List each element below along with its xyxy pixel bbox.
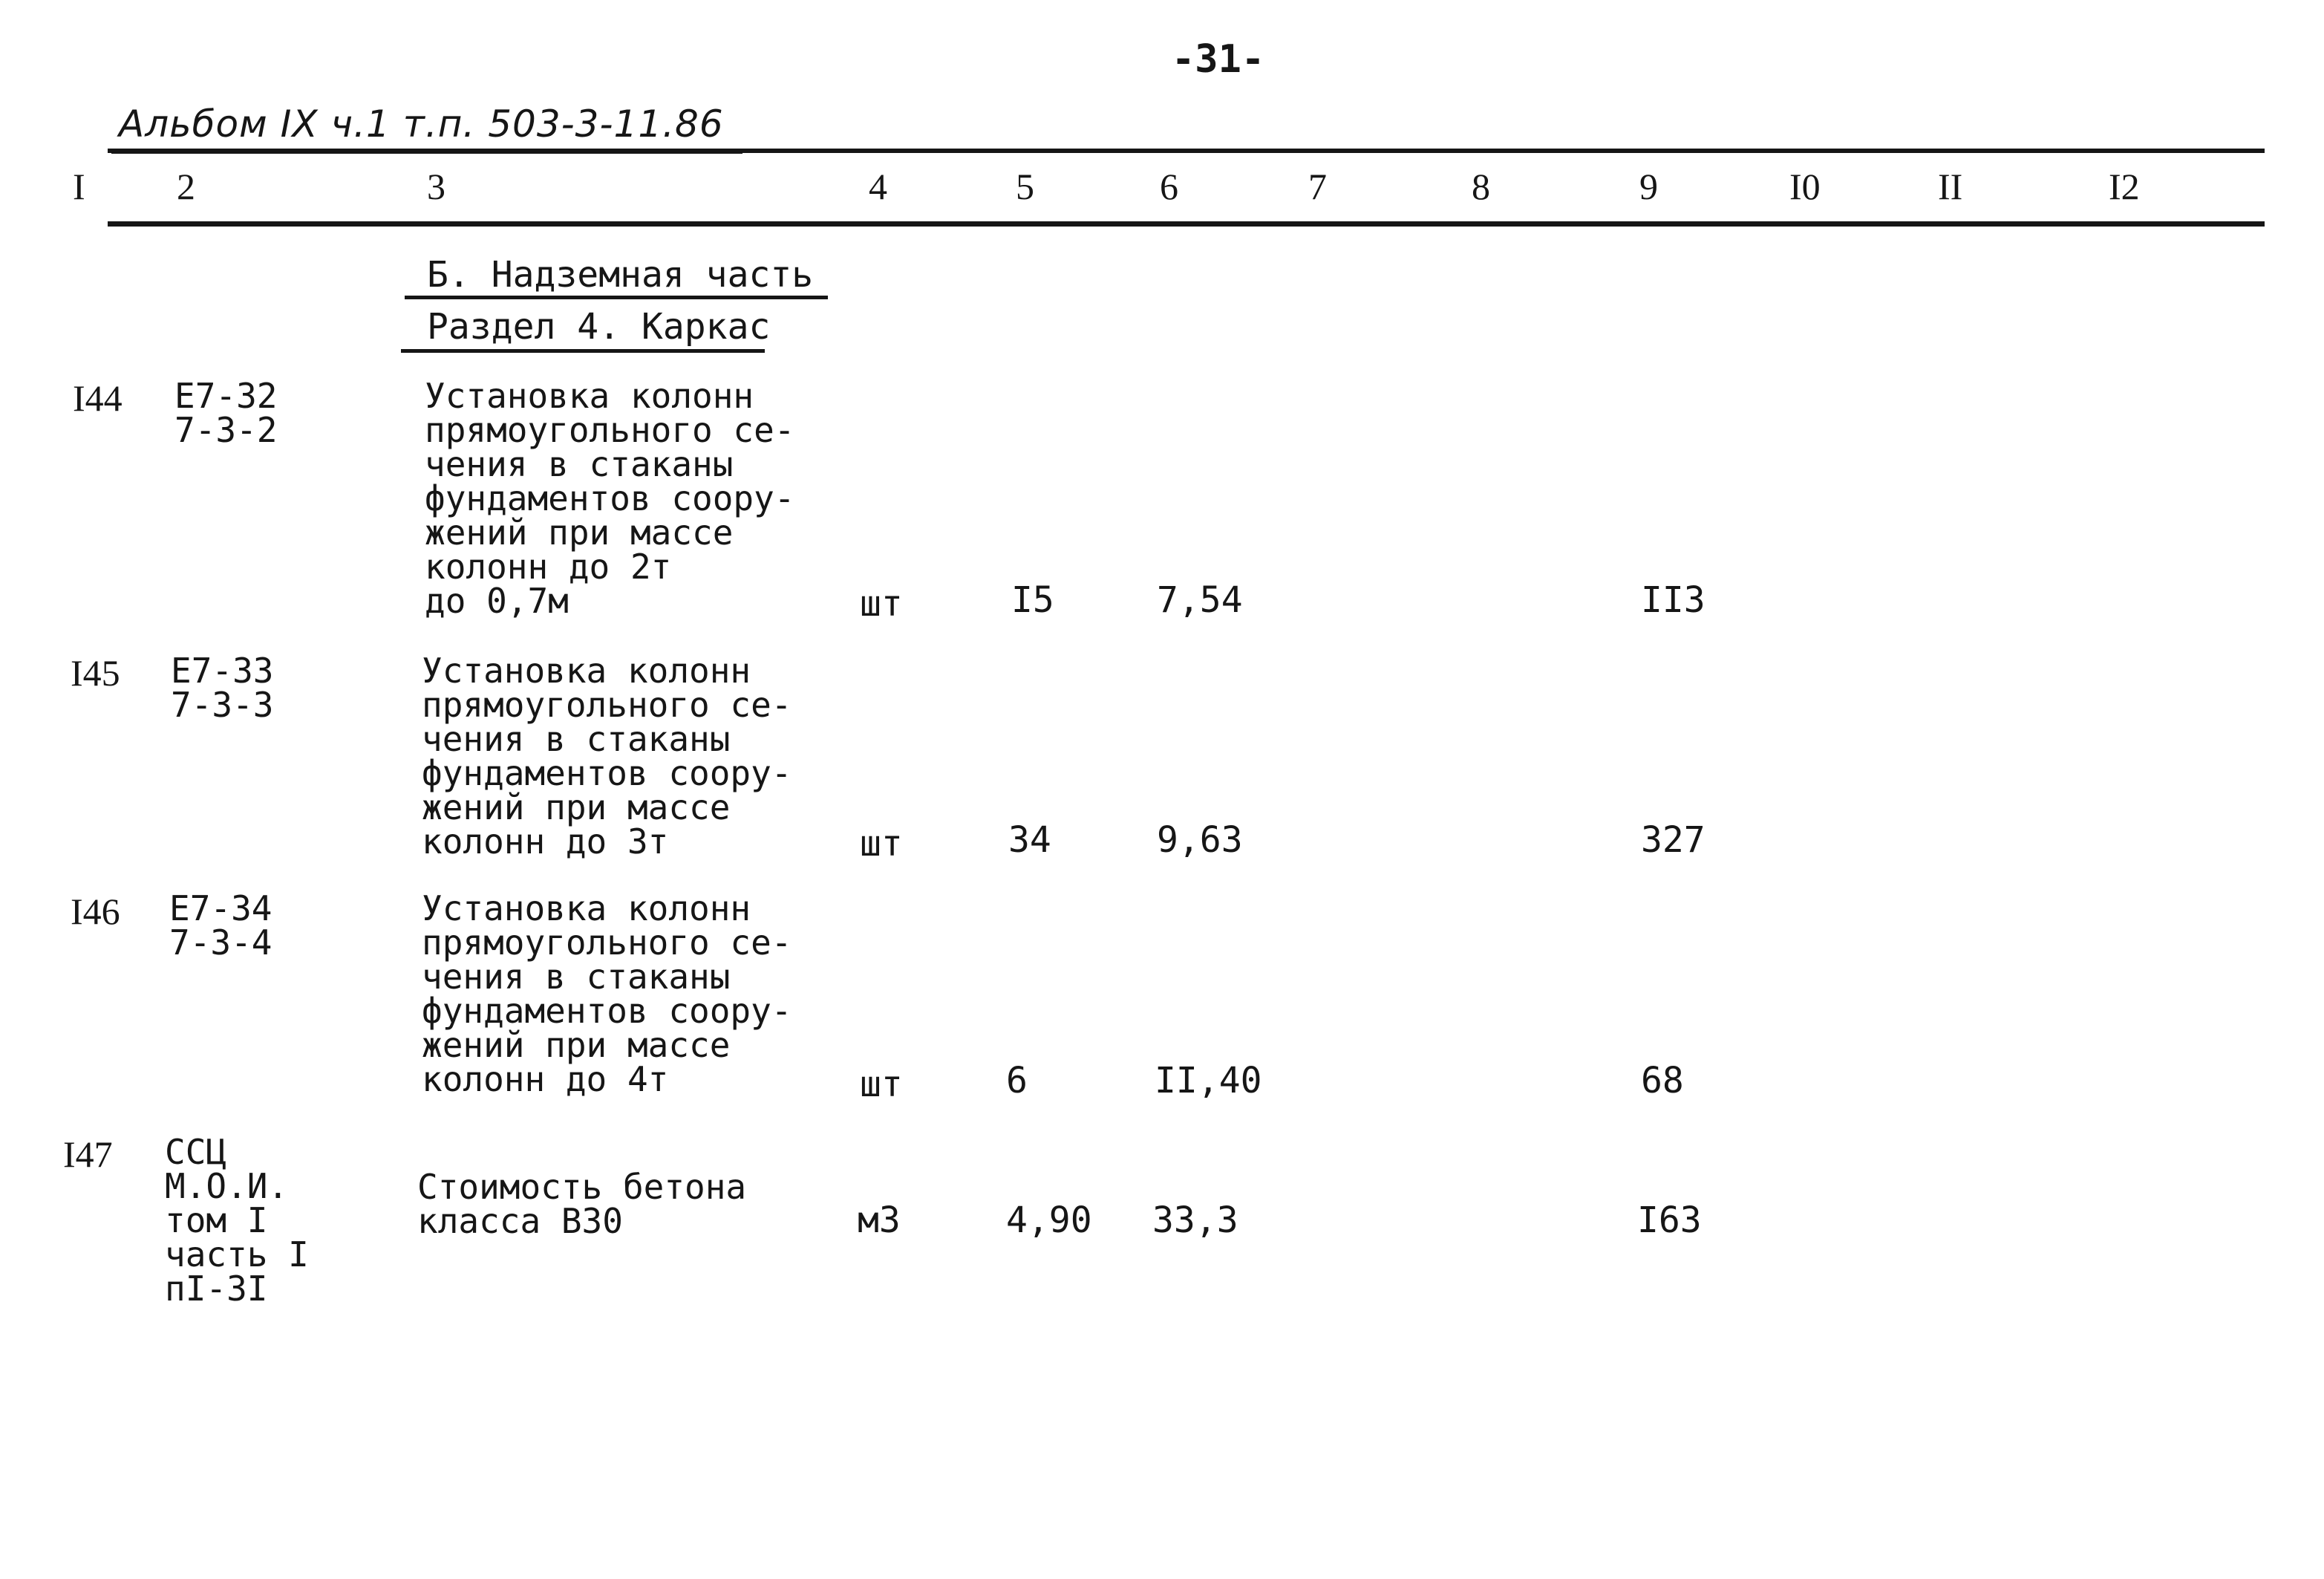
subsection-heading-underline	[401, 349, 765, 353]
table-top-rule	[108, 149, 2265, 153]
column-number: 2	[177, 166, 195, 207]
section-heading: Б. Надземная часть	[427, 254, 814, 296]
work-description: Стоимость бетона класса В30	[417, 1167, 747, 1241]
unit: м3	[858, 1199, 901, 1241]
rate-code: Е7-33 7-3-3	[171, 651, 274, 725]
work-description: Установка колонн прямоугольного се- чения в стаканы фундаментов соору- жений при массе колонн до 4т	[422, 888, 792, 1099]
unit-price: 7,54	[1157, 579, 1243, 621]
work-description: Установка колонн прямоугольного се- чения в стаканы фундаментов соору- жений при массе колонн до 2т до 0,7м	[425, 376, 795, 621]
rate-code: Е7-32 7-3-2	[174, 376, 278, 450]
row-number: I44	[73, 377, 123, 419]
column-number: I0	[1789, 166, 1821, 207]
total-cost: 68	[1641, 1060, 1684, 1101]
unit: шт	[860, 1064, 903, 1105]
section-heading-underline	[405, 296, 828, 299]
quantity: 6	[1006, 1060, 1028, 1101]
column-number: 5	[1016, 166, 1034, 207]
column-number: 4	[869, 166, 887, 207]
total-cost: 327	[1641, 819, 1706, 861]
unit: шт	[860, 583, 903, 625]
work-description: Установка колонн прямоугольного се- чения в стаканы фундаментов соору- жений при массе колонн до 3т	[422, 651, 792, 862]
column-number: 3	[427, 166, 445, 207]
unit-price: 33,3	[1152, 1199, 1238, 1241]
total-cost: I63	[1637, 1199, 1702, 1241]
column-number: 8	[1472, 166, 1490, 207]
rate-code: ССЦ М.О.И. том I часть I пI-3I	[165, 1132, 309, 1309]
rate-code: Е7-34 7-3-4	[169, 888, 272, 963]
row-number: I47	[63, 1133, 113, 1175]
column-number: 7	[1308, 166, 1327, 207]
total-cost: II3	[1641, 579, 1706, 621]
page-number: -31-	[1172, 37, 1265, 82]
quantity: 34	[1008, 819, 1051, 861]
row-number: I46	[71, 891, 120, 932]
column-number: I2	[2109, 166, 2140, 207]
column-number: 6	[1160, 166, 1178, 207]
album-reference: Альбом IX ч.1 т.п. 503-3-11.86	[119, 102, 724, 146]
column-number: 9	[1639, 166, 1658, 207]
unit-price: II,40	[1155, 1060, 1262, 1101]
subsection-heading: Раздел 4. Каркас	[427, 306, 771, 348]
column-number: II	[1938, 166, 1963, 207]
column-number: I	[73, 166, 85, 207]
quantity: I5	[1011, 579, 1054, 621]
unit-price: 9,63	[1157, 819, 1243, 861]
unit: шт	[860, 823, 903, 865]
row-number: I45	[71, 652, 120, 694]
quantity: 4,90	[1006, 1199, 1092, 1241]
table-header-rule	[108, 221, 2265, 227]
